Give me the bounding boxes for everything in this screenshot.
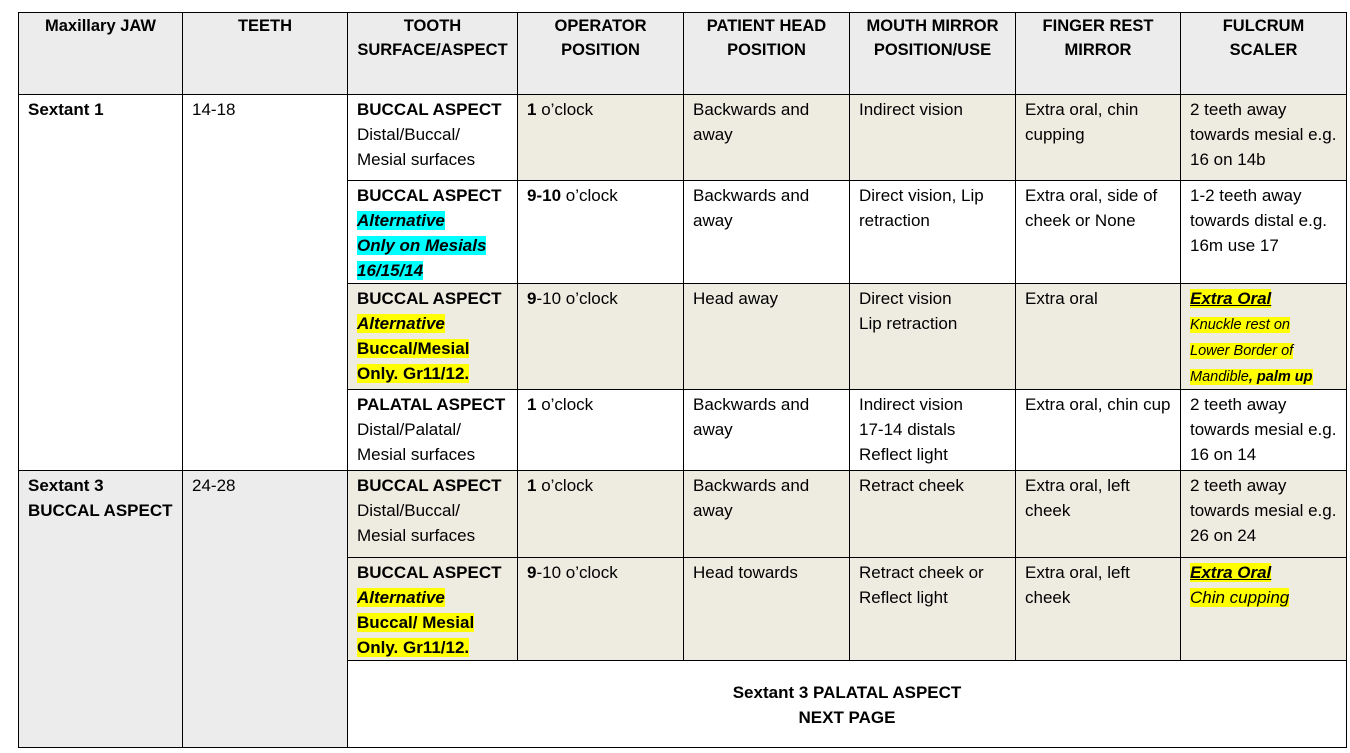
mirror-cell: Retract cheek or Reflect light	[850, 558, 1016, 661]
aspect-cell: BUCCAL ASPECT Alternative Buccal/Mesial Only. Gr11/12.	[348, 284, 518, 390]
sextant3-label: Sextant 3 BUCCAL ASPECT	[19, 471, 183, 748]
operator-cell: 9-10 o’clock	[518, 284, 684, 390]
aspect-cell: BUCCAL ASPECT Alternative Buccal/ Mesial Only. Gr11/12.	[348, 558, 518, 661]
operator-cell: 9-10 o’clock	[518, 558, 684, 661]
header-aspect: TOOTH SURFACE/ASPECT	[348, 13, 518, 95]
aspect-cell: BUCCAL ASPECT Distal/Buccal/ Mesial surfaces	[348, 95, 518, 181]
sextant1-label: Sextant 1	[19, 95, 183, 471]
head-cell: Head away	[684, 284, 850, 390]
head-cell: Backwards and away	[684, 181, 850, 284]
table-row	[19, 95, 1347, 181]
fulcrum-cell: 2 teeth away towards mesial e.g. 16 on 14b	[1181, 95, 1347, 181]
header-jaw: Maxillary JAW	[19, 13, 183, 95]
fulcrum-cell: 2 teeth away towards mesial e.g. 16 on 14	[1181, 390, 1347, 471]
finger-cell: Extra oral, left cheek	[1016, 558, 1181, 661]
header-finger-rest: FINGER REST MIRROR	[1016, 13, 1181, 95]
operator-cell: 1 o’clock	[518, 95, 684, 181]
mirror-cell: Indirect vision	[850, 95, 1016, 181]
aspect-cell: PALATAL ASPECT Distal/Palatal/ Mesial surfaces	[348, 390, 518, 471]
aspect-cell: BUCCAL ASPECT Distal/Buccal/ Mesial surfaces	[348, 471, 518, 558]
fulcrum-cell: 1-2 teeth away towards distal e.g. 16m use 17	[1181, 181, 1347, 284]
head-cell: Head towards	[684, 558, 850, 661]
header-row	[19, 13, 1347, 95]
sextant3-teeth: 24-28	[183, 471, 348, 748]
header-fulcrum: FULCRUM SCALER	[1181, 13, 1347, 95]
finger-cell: Extra oral	[1016, 284, 1181, 390]
mirror-cell: Retract cheek	[850, 471, 1016, 558]
next-page-note: Sextant 3 PALATAL ASPECT NEXT PAGE	[348, 661, 1347, 748]
header-operator: OPERATOR POSITION	[518, 13, 684, 95]
mirror-cell: Indirect vision 17-14 distals Reflect light	[850, 390, 1016, 471]
finger-cell: Extra oral, chin cup	[1016, 390, 1181, 471]
aspect-cell: BUCCAL ASPECT Alternative Only on Mesials 16/15/14	[348, 181, 518, 284]
fulcrum-cell: Extra Oral Chin cupping	[1181, 558, 1347, 661]
operator-cell: 9-10 o’clock	[518, 181, 684, 284]
header-teeth: TEETH	[183, 13, 348, 95]
operator-cell: 1 o’clock	[518, 390, 684, 471]
finger-cell: Extra oral, left cheek	[1016, 471, 1181, 558]
sextant1-teeth: 14-18	[183, 95, 348, 471]
table-row	[19, 471, 1347, 558]
fulcrum-cell: Extra Oral Knuckle rest on Lower Border of Mandible, palm up	[1181, 284, 1347, 390]
head-cell: Backwards and away	[684, 390, 850, 471]
header-head: PATIENT HEAD POSITION	[684, 13, 850, 95]
header-mirror: MOUTH MIRROR POSITION/USE	[850, 13, 1016, 95]
fulcrum-cell: 2 teeth away towards mesial e.g. 26 on 24	[1181, 471, 1347, 558]
head-cell: Backwards and away	[684, 471, 850, 558]
maxillary-jaw-table	[18, 12, 1347, 748]
finger-cell: Extra oral, chin cupping	[1016, 95, 1181, 181]
operator-cell: 1 o’clock	[518, 471, 684, 558]
finger-cell: Extra oral, side of cheek or None	[1016, 181, 1181, 284]
head-cell: Backwards and away	[684, 95, 850, 181]
mirror-cell: Direct vision Lip retraction	[850, 284, 1016, 390]
mirror-cell: Direct vision, Lip retraction	[850, 181, 1016, 284]
